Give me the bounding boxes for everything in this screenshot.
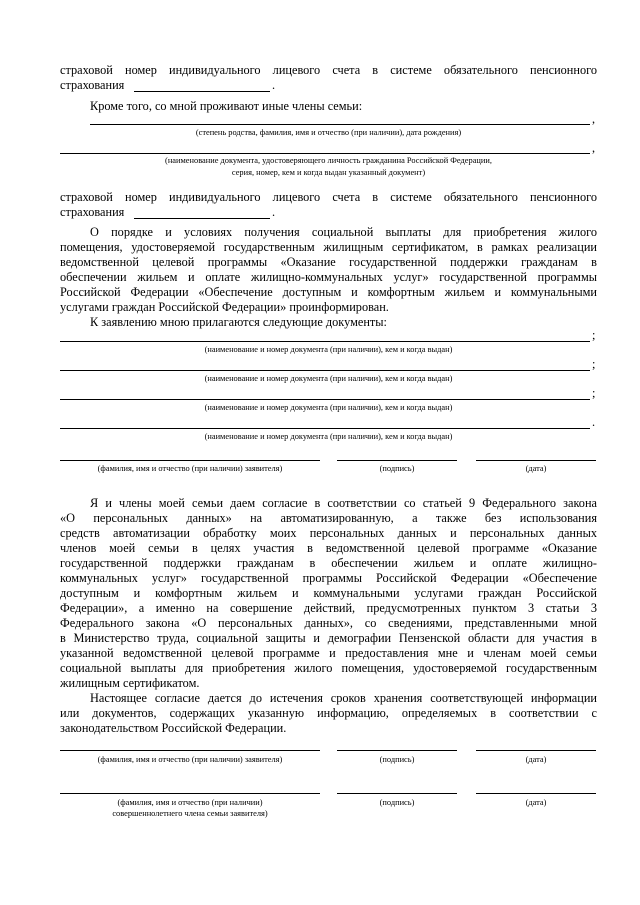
family-member-name-input-line[interactable] (60, 793, 320, 794)
document-input-line-1[interactable] (60, 341, 590, 342)
info-line: Российской Федерации «Обеспечение доступным и комфортным жильем и коммунальными (60, 285, 597, 299)
caption-date: (дата) (525, 798, 547, 807)
caption-identity-document-2: серия, номер, кем и когда выдан указанный документ) (231, 168, 426, 177)
punct-semicolon: ; (592, 386, 596, 400)
snils-line-2-label: страхования (60, 78, 125, 92)
punct-semicolon: ; (592, 328, 596, 342)
applicant-date-input-line[interactable] (476, 460, 596, 461)
caption-applicant-name: (фамилия, имя и отчество (при наличии) заявителя) (97, 755, 283, 764)
punct-semicolon: ; (592, 357, 596, 371)
consent-line: членов моей семьи в целях участия в ведомственной целевой программе «Оказание (60, 541, 597, 555)
caption-document-2: (наименование и номер документа (при наличии), кем и когда выдан) (204, 374, 453, 383)
consent-line: коммунальных услуг» государственной программы Российской Федерации «Обеспечение (60, 571, 597, 585)
consent-line: Я и члены моей семьи даем согласие в соответствии со статьей 9 Федерального закона (90, 496, 597, 510)
punct-dot: . (272, 78, 276, 92)
info-line: ведомственной целевой программы «Оказание государственной поддержки гражданам в (60, 255, 597, 269)
applicant-date-input-line[interactable] (476, 750, 596, 751)
consent-term-line: или документов, содержащих указанную информацию, определяемых в соответствии с (60, 706, 597, 720)
punct-dot: . (592, 415, 596, 429)
applicant-name-input-line[interactable] (60, 460, 320, 461)
caption-document-4: (наименование и номер документа (при наличии), кем и когда выдан) (204, 432, 453, 441)
applicant-name-input-line[interactable] (60, 750, 320, 751)
document-input-line-4[interactable] (60, 428, 590, 429)
info-line-last: услугами граждан Российской Федерации» проинформирован. (60, 300, 389, 314)
caption-signature: (подпись) (379, 464, 415, 473)
family-snils-line-2-label: страхования (60, 205, 125, 219)
caption-document-3: (наименование и номер документа (при наличии), кем и когда выдан) (204, 403, 453, 412)
snils-input-line[interactable] (134, 91, 270, 92)
caption-date: (дата) (525, 755, 547, 764)
caption-document-1: (наименование и номер документа (при наличии), кем и когда выдан) (204, 345, 453, 354)
identity-document-input-line[interactable] (60, 153, 590, 154)
consent-line: «О персональных данных» на автоматизированную, а также без использования (60, 511, 597, 525)
consent-line: указанной ведомственной целевой программе и предоставления мне и членам моей семьи (60, 646, 597, 660)
consent-line-last: жилищным сертификатом. (60, 676, 200, 690)
punct-dot: . (272, 205, 276, 219)
caption-signature: (подпись) (379, 755, 415, 764)
info-line: обеспечении жильем и оплате жилищно-коммунальных услуг» государственной программы (60, 270, 597, 284)
applicant-signature-input-line[interactable] (337, 750, 457, 751)
document-input-line-2[interactable] (60, 370, 590, 371)
family-member-signature-input-line[interactable] (337, 793, 457, 794)
family-intro: Кроме того, со мной проживают иные члены семьи: (90, 99, 363, 113)
applicant-signature-input-line[interactable] (337, 460, 457, 461)
info-line: О порядке и условиях получения социальной выплаты для приобретения жилого (90, 225, 597, 239)
snils-line-1: страховой номер индивидуального лицевого счета в системе обязательного пенсионного (60, 63, 597, 77)
info-line: помещения, удостоверяемой государственным жилищным сертификатом, в рамках реализации (60, 240, 597, 254)
consent-term-line: Настоящее согласие дается до истечения сроков хранения соответствующей информации (90, 691, 597, 705)
consent-line: доступным и комфортным жильем и коммунальными услугами граждан Российской (60, 586, 597, 600)
caption-signature: (подпись) (379, 798, 415, 807)
consent-line: средств автоматизации обработку моих персональных данных и персональных данных (60, 526, 597, 540)
consent-line: Федерации», а именно на совершение действий, предусмотренных пунктом 3 статьи 3 (60, 601, 597, 615)
documents-intro: К заявлению мною прилагаются следующие документы: (90, 315, 387, 329)
caption-family-member: (степень родства, фамилия, имя и отчество (при наличии), дата рождения) (195, 128, 462, 137)
caption-applicant-name: (фамилия, имя и отчество (при наличии) заявителя) (97, 464, 283, 473)
consent-line: Федерального закона «О персональных данных», со сведениями, представленными мной (60, 616, 597, 630)
family-member-input-line[interactable] (90, 124, 590, 125)
family-snils-line-1: страховой номер индивидуального лицевого счета в системе обязательного пенсионного (60, 190, 597, 204)
punct-comma: , (592, 141, 596, 155)
consent-line: социальной выплаты для приобретения жилого помещения, удостоверяемой государственным (60, 661, 597, 675)
document-input-line-3[interactable] (60, 399, 590, 400)
family-snils-input-line[interactable] (134, 218, 270, 219)
caption-family-member-name-2: совершеннолетнего члена семьи заявителя) (112, 809, 268, 818)
caption-identity-document-1: (наименование документа, удостоверяющего личность гражданина Российской Федерации, (165, 156, 492, 165)
punct-comma: , (592, 112, 596, 126)
consent-line: государственной поддержки гражданам в обеспечении жильем и оплате жилищно- (60, 556, 597, 570)
consent-line: в Министерство труда, социальной защиты и демографии Пензенской области для участия в (60, 631, 597, 645)
consent-term-line-last: законодательством Российской Федерации. (60, 721, 287, 735)
caption-date: (дата) (525, 464, 547, 473)
family-member-date-input-line[interactable] (476, 793, 596, 794)
caption-family-member-name-1: (фамилия, имя и отчество (при наличии) (117, 798, 263, 807)
